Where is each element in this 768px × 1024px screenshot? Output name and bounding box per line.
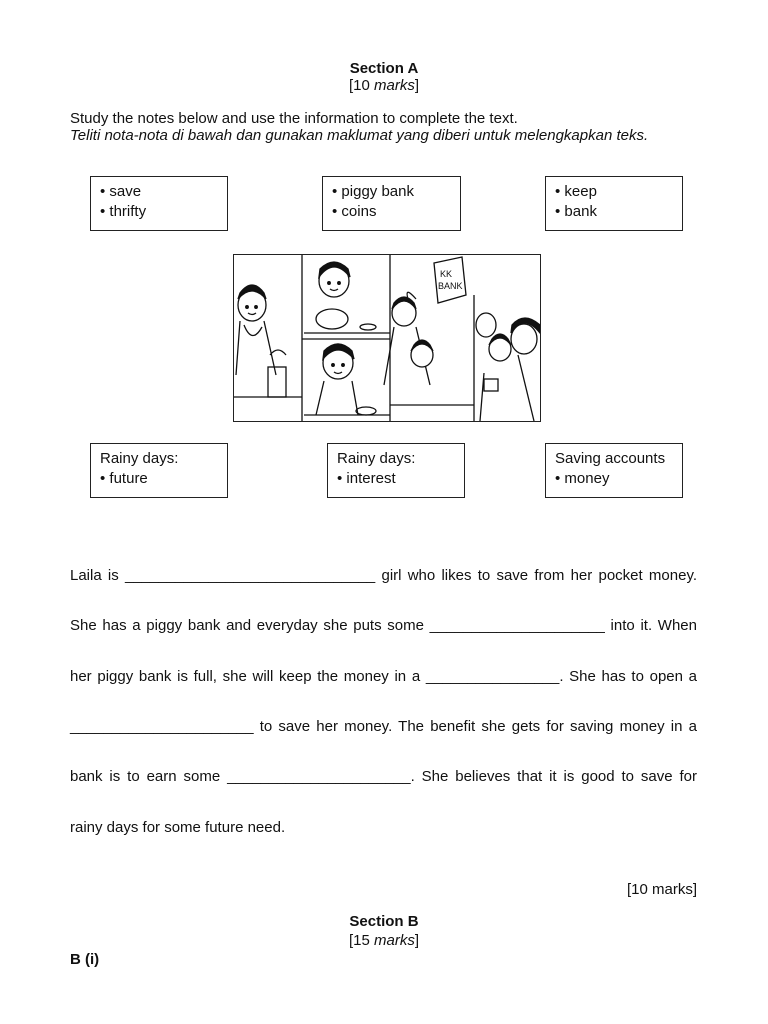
section-b-part-label: B (i) xyxy=(70,951,100,968)
bank-sign-text-2: BANK xyxy=(438,281,463,291)
passage-line: rainy days for some future need. xyxy=(70,819,286,836)
note-item: • piggy bank xyxy=(332,182,451,202)
section-a-title: Section A xyxy=(349,60,419,77)
passage-line: her piggy bank is full, she will keep the money in a ________________. She has to open a xyxy=(70,668,697,685)
comic-illustration xyxy=(233,254,541,422)
passage-line: ______________________ to save her money. The benefit she gets for saving money in a xyxy=(70,718,697,735)
instruction-malay: Teliti nota-nota di bawah dan gunakan maklumat yang diberi untuk melengkapkan teks. xyxy=(70,127,649,144)
passage-line: She has a piggy bank and everyday she puts some _____________________ into it. When xyxy=(70,617,697,634)
note-heading: Rainy days: xyxy=(100,450,179,467)
section-b-title: Section B xyxy=(349,913,419,930)
note-box-save xyxy=(90,176,228,231)
section-a-marks: [10 marks] xyxy=(348,77,420,94)
passage-line: Laila is ______________________________ girl who likes to save from her pocket money. xyxy=(70,567,697,584)
note-item: • bank xyxy=(555,202,673,222)
note-box-keep xyxy=(545,176,683,231)
note-box-saving-accounts xyxy=(545,443,683,498)
note-heading: Saving accounts xyxy=(555,450,666,467)
note-item: • money xyxy=(555,469,673,489)
note-item: • future xyxy=(100,469,218,489)
note-box-rainy-days-interest xyxy=(327,443,465,498)
passage-line: bank is to earn some ______________________. She believes that it is good to save for xyxy=(70,768,697,785)
note-item: • coins xyxy=(332,202,451,222)
section-b-marks: [15 marks] xyxy=(348,932,420,949)
total-marks: [10 marks] xyxy=(626,881,697,898)
bank-sign-text-1: KK xyxy=(440,269,453,279)
note-item: • save xyxy=(100,182,218,202)
note-box-rainy-days-future xyxy=(90,443,228,498)
note-item: • keep xyxy=(555,182,673,202)
instruction-english: Study the notes below and use the information to complete the text. xyxy=(70,110,518,127)
note-item: • thrifty xyxy=(100,202,218,222)
note-box-piggy-bank xyxy=(322,176,461,231)
note-item: • interest xyxy=(337,469,455,489)
note-heading: Rainy days: xyxy=(337,450,416,467)
comic-strip-image xyxy=(234,255,540,421)
